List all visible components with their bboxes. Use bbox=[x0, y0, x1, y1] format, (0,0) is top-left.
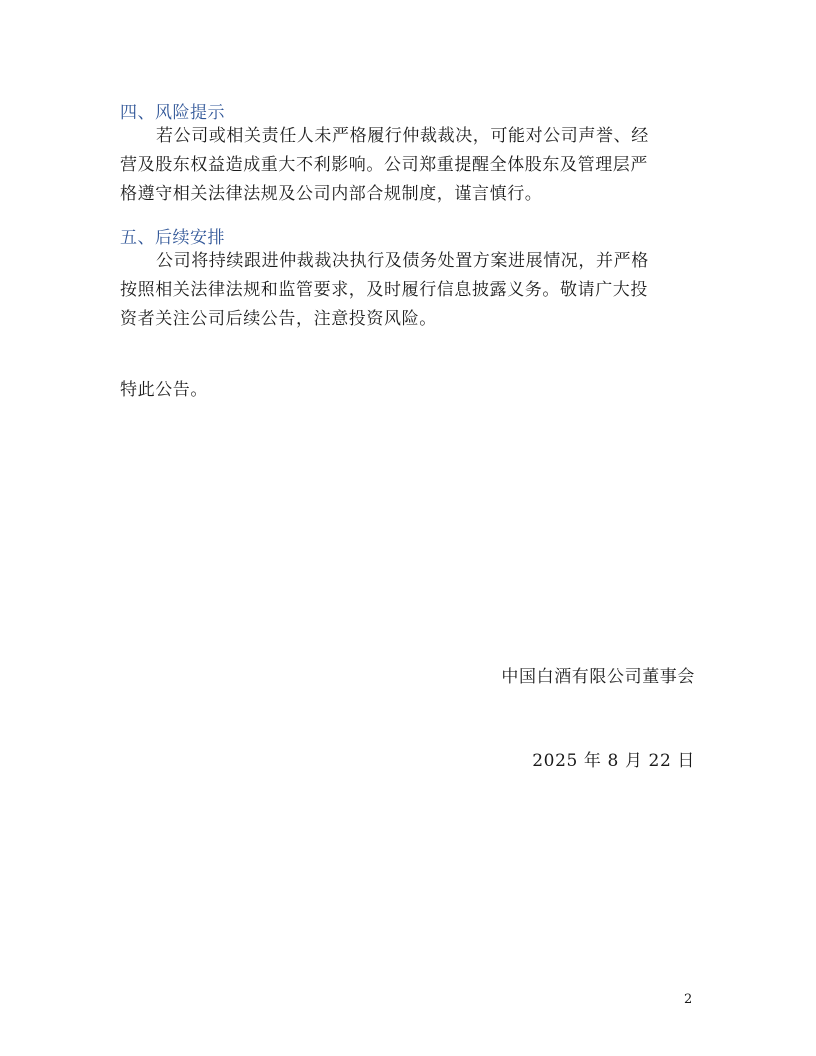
paragraph-line: 资者关注公司后续公告，注意投资风险。 bbox=[120, 309, 437, 329]
closing-statement: 特此公告。 bbox=[120, 380, 208, 400]
paragraph-line: 格遵守相关法律法规及公司内部合规制度，谨言慎行。 bbox=[120, 184, 543, 204]
paragraph-line: 公司将持续跟进仲裁裁决执行及债务处置方案进展情况，并严格 bbox=[156, 251, 649, 271]
section-heading-followup: 五、后续安排 bbox=[120, 228, 225, 248]
paragraph-line: 营及股东权益造成重大不利影响。公司郑重提醒全体股东及管理层严 bbox=[120, 155, 648, 175]
section-paragraph-followup bbox=[120, 247, 696, 334]
paragraph-line: 按照相关法律法规和监管要求，及时履行信息披露义务。敬请广大投 bbox=[120, 280, 648, 300]
signature-board: 中国白酒有限公司董事会 bbox=[501, 667, 695, 687]
paragraph-line: 若公司或相关责任人未严格履行仲裁裁决，可能对公司声誉、经 bbox=[156, 126, 649, 146]
announcement-date: 2025 年 8 月 22 日 bbox=[532, 751, 695, 771]
page-number: 2 bbox=[684, 992, 693, 1007]
section-heading-risk: 四、风险提示 bbox=[120, 103, 225, 123]
section-paragraph-risk bbox=[120, 122, 696, 209]
